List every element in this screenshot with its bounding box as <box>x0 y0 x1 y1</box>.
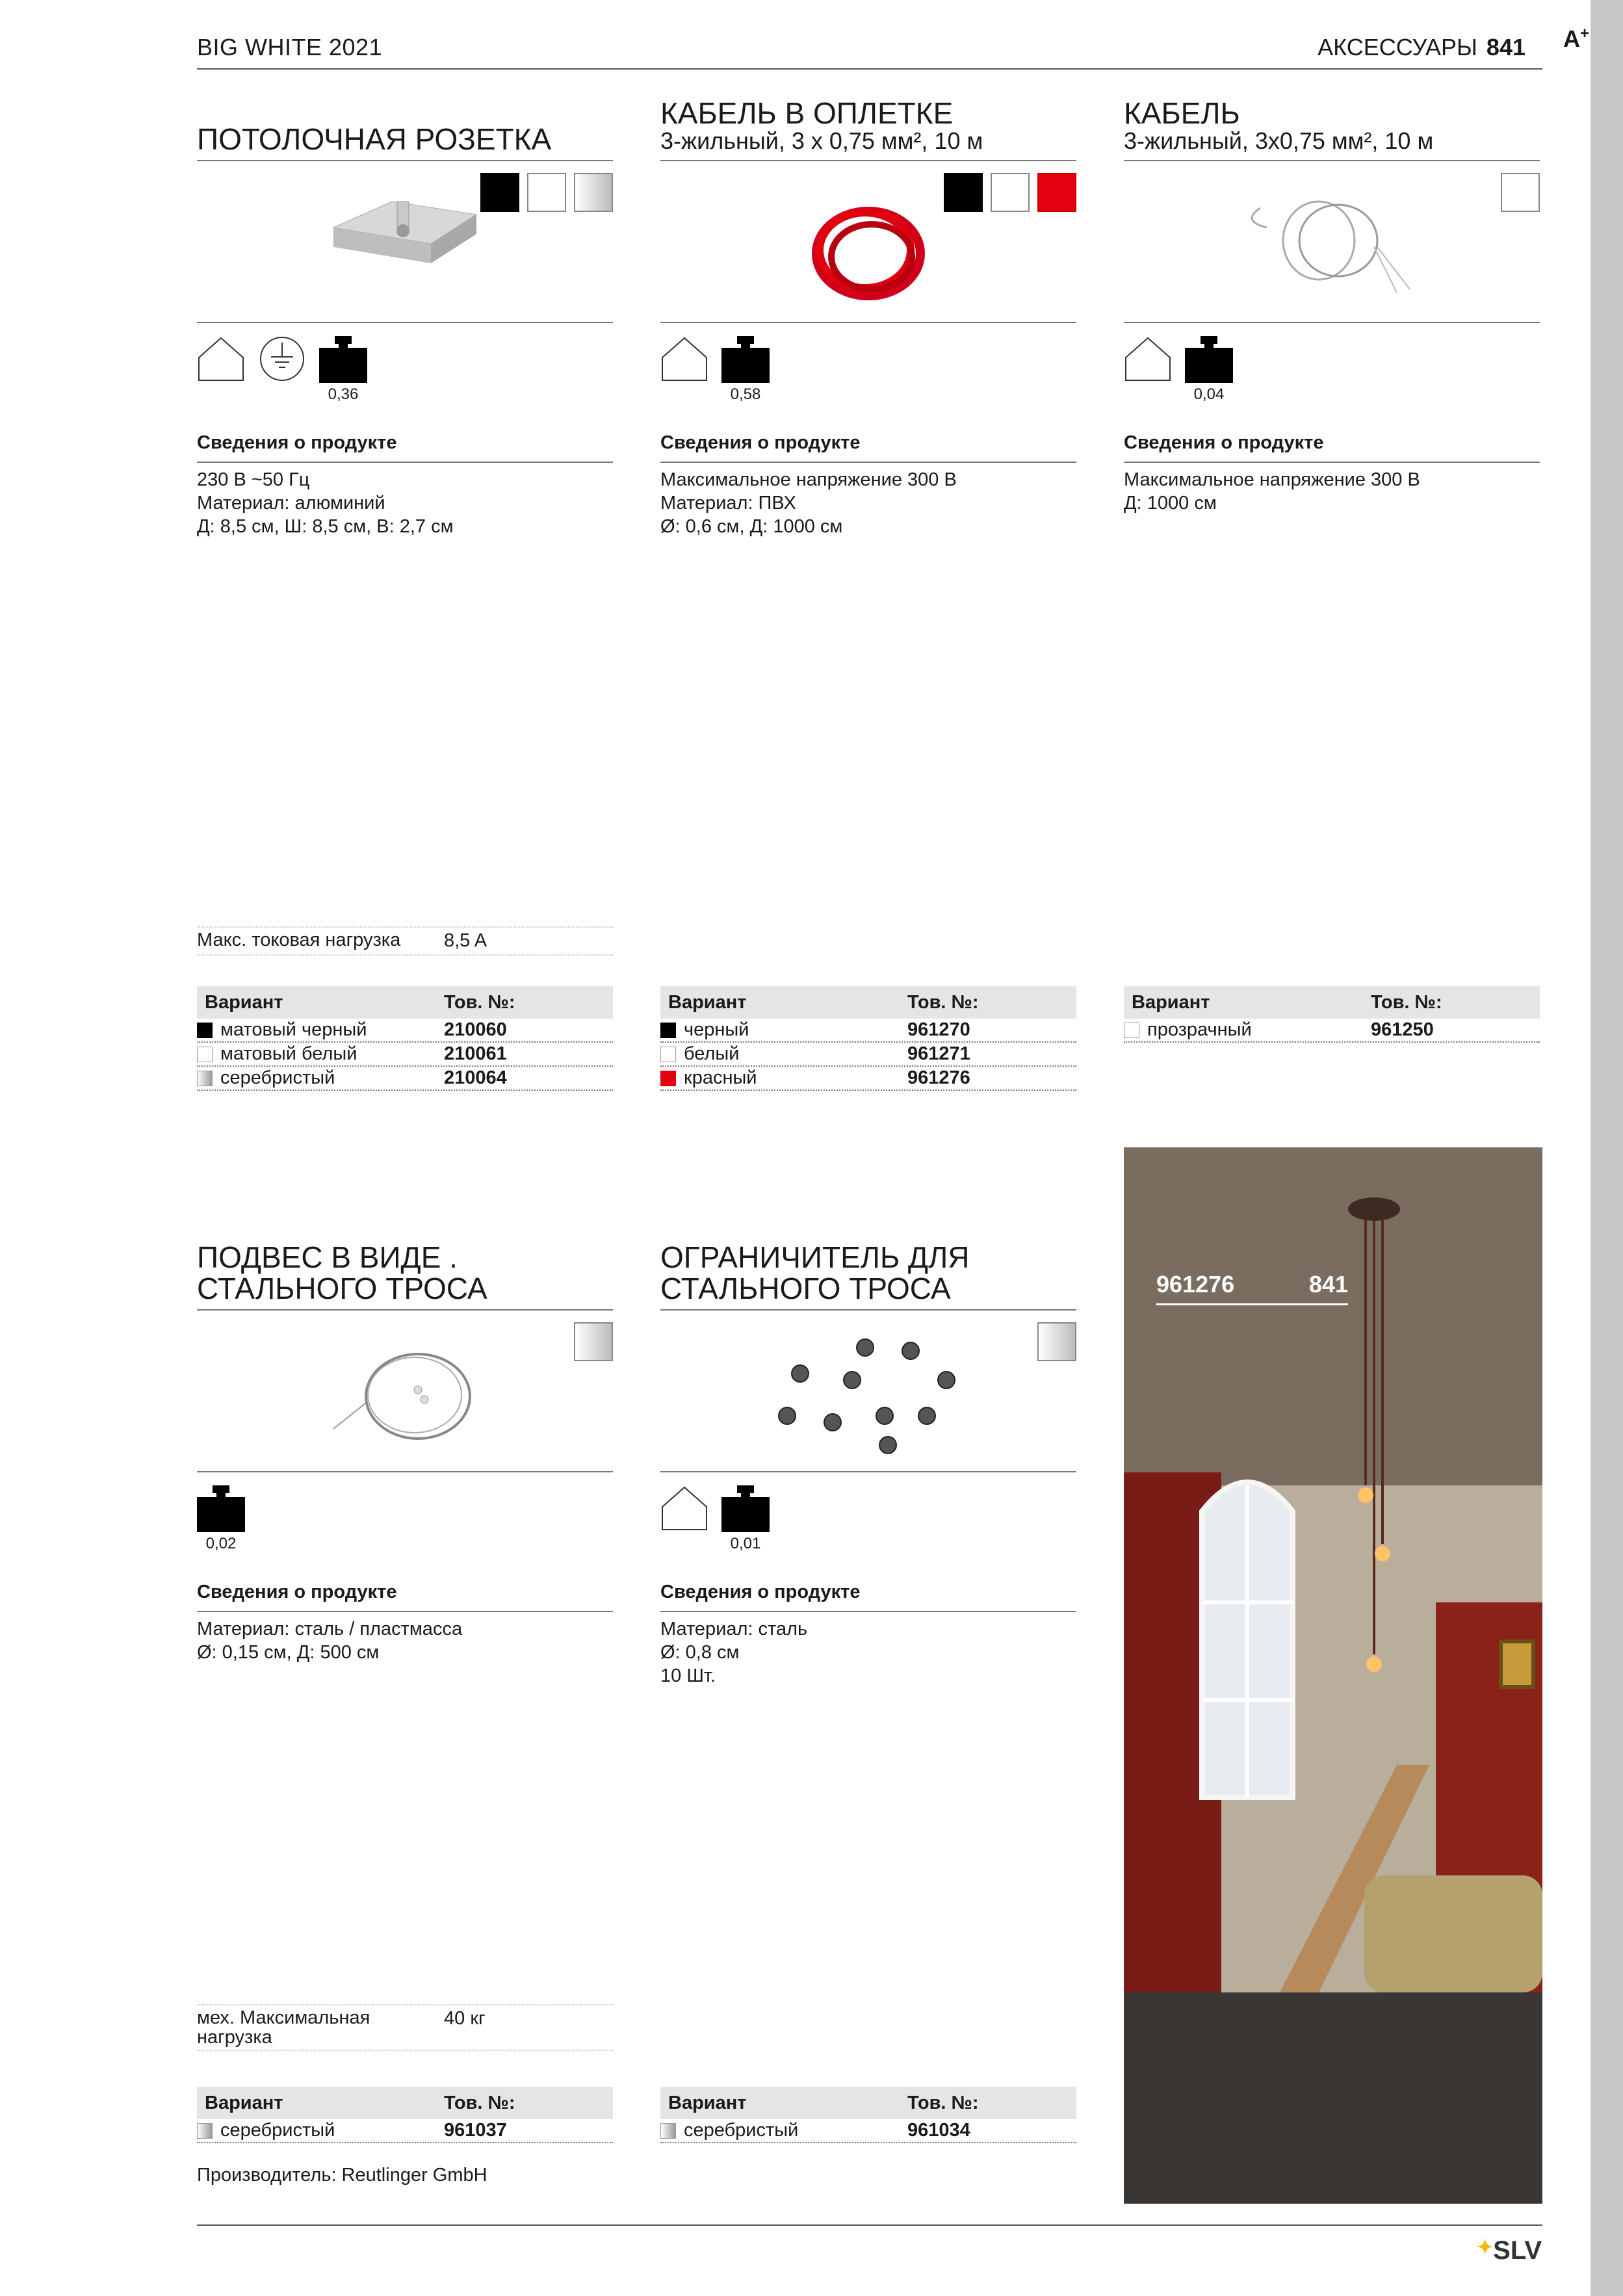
product-title: ПОТОЛОЧНАЯ РОЗЕТКА <box>197 122 552 156</box>
spec-value: 40 кг <box>444 2008 486 2029</box>
product-wire-suspension <box>197 1240 613 2141</box>
table-header: Вариант Тов. №: <box>660 986 1076 1019</box>
weight-value: 0,04 <box>1193 385 1225 403</box>
indoor-house-icon <box>1124 335 1172 383</box>
divider <box>660 1309 1076 1311</box>
table-header: Вариант Тов. №: <box>197 986 613 1019</box>
weight-value: 0,58 <box>730 385 761 403</box>
feature-icons <box>660 335 770 404</box>
energy-rating: A+ <box>1563 25 1590 52</box>
variant-table <box>660 2087 1076 2143</box>
weight-value: 0,36 <box>328 385 359 403</box>
info-heading: Сведения о продукте <box>660 1582 861 1602</box>
brand-logo: ✦SLV <box>1477 2236 1542 2265</box>
table-header: Вариант Тов. №: <box>197 2087 613 2119</box>
product-title: ПОДВЕС В ВИДЕ . СТАЛЬНОГО ТРОСА <box>197 1240 487 1305</box>
weight-icon <box>197 1484 245 1532</box>
weight-value: 0,01 <box>730 1535 761 1552</box>
product-title: ОГРАНИЧИТЕЛЬ ДЛЯ СТАЛЬНОГО ТРОСА <box>660 1240 970 1305</box>
color-dot <box>1124 1023 1139 1038</box>
table-row: серебристый 961037 <box>197 2119 613 2143</box>
divider <box>1124 462 1540 463</box>
info-heading: Сведения о продукте <box>197 1582 397 1602</box>
side-strip <box>1591 0 1623 2296</box>
divider <box>197 1309 613 1311</box>
weight-value: 0,02 <box>205 1535 237 1552</box>
product-braided-cable <box>660 96 1076 1088</box>
table-row: матовый черный 210060 <box>197 1019 613 1043</box>
info-text: 230 В ~50 Гц Материал: алюминий Д: 8,5 см, Ш: 8,5 см, В: 2,7 см <box>197 469 454 537</box>
weight-indicator <box>197 1484 245 1553</box>
catalog-title: BIG WHITE 2021 <box>197 34 383 60</box>
manufacturer-note: Производитель: Reutlinger GmbH <box>197 2165 487 2185</box>
divider <box>197 160 613 161</box>
photo-caption-sku: 961276 <box>1156 1271 1235 1298</box>
color-dot <box>660 2123 676 2139</box>
divider <box>660 160 1076 161</box>
divider <box>660 1611 1076 1612</box>
weight-icon <box>721 335 770 383</box>
divider <box>1124 160 1540 161</box>
product-image <box>660 1318 1076 1461</box>
feature-icons <box>1124 335 1233 404</box>
indoor-house-icon <box>197 335 245 383</box>
product-ceiling-rose <box>197 122 613 1088</box>
feature-icons <box>660 1484 770 1553</box>
spec-key: мех. Максимальная нагрузка <box>197 2007 370 2048</box>
weight-indicator <box>721 1484 770 1553</box>
feature-icons <box>197 335 367 404</box>
divider <box>660 322 1076 323</box>
table-row: красный 961276 <box>660 1067 1076 1091</box>
ground-protection-icon <box>258 335 306 383</box>
table-row: серебристый 210064 <box>197 1067 613 1091</box>
divider <box>197 462 613 463</box>
page-number: 841 <box>1486 34 1526 60</box>
color-dot <box>660 1023 676 1038</box>
spec-row <box>197 2004 613 2051</box>
footer-divider <box>197 2224 1542 2226</box>
info-text: Материал: сталь / пластмасса Ø: 0,15 см, Д: 500 см <box>197 1619 463 1663</box>
spec-row <box>197 926 613 956</box>
weight-indicator <box>319 335 367 404</box>
weight-indicator <box>1185 335 1233 404</box>
weight-icon <box>721 1484 770 1532</box>
color-dot <box>660 1047 676 1062</box>
product-image <box>197 169 613 312</box>
variant-table <box>660 986 1076 1091</box>
color-dot <box>197 1047 213 1062</box>
info-heading: Сведения о продукте <box>660 432 861 453</box>
feature-icons <box>197 1484 245 1553</box>
color-dot <box>197 2123 213 2139</box>
product-image <box>660 169 1076 312</box>
divider <box>660 462 1076 463</box>
table-row: черный 961270 <box>660 1019 1076 1043</box>
color-dot <box>197 1023 213 1038</box>
info-heading: Сведения о продукте <box>1124 432 1324 453</box>
weight-icon <box>319 335 367 383</box>
product-title: КАБЕЛЬ <box>1124 96 1240 130</box>
spec-key: Макс. токовая нагрузка <box>197 930 401 950</box>
indoor-house-icon <box>660 1484 708 1532</box>
divider <box>197 1611 613 1612</box>
info-heading: Сведения о продукте <box>197 432 397 453</box>
section-title: АКСЕССУАРЫ <box>1318 34 1477 60</box>
color-dot <box>197 1071 213 1086</box>
product-cable <box>1124 96 1540 1040</box>
product-title: КАБЕЛЬ В ОПЛЕТКЕ <box>660 96 954 130</box>
variant-table <box>197 2087 613 2143</box>
info-text: Максимальное напряжение 300 В Материал: ПВХ Ø: 0,6 см, Д: 1000 см <box>660 469 957 537</box>
divider <box>660 1471 1076 1472</box>
variant-table <box>1124 986 1540 1043</box>
header-divider <box>197 68 1542 70</box>
interior-scene <box>1124 1147 1542 2204</box>
product-subtitle: 3-жильный, 3 x 0,75 мм², 10 м <box>660 127 983 154</box>
table-row: белый 961271 <box>660 1043 1076 1067</box>
table-header: Вариант Тов. №: <box>1124 986 1540 1019</box>
indoor-house-icon <box>660 335 708 383</box>
product-image <box>197 1318 613 1461</box>
color-dot <box>660 1071 676 1086</box>
photo-caption <box>1156 1271 1348 1305</box>
weight-icon <box>1185 335 1233 383</box>
table-row: прозрачный 961250 <box>1124 1019 1540 1043</box>
info-text: Материал: сталь Ø: 0,8 см 10 Шт. <box>660 1619 808 1686</box>
weight-indicator <box>721 335 770 404</box>
table-row: серебристый 961034 <box>660 2119 1076 2143</box>
info-text: Максимальное напряжение 300 В Д: 1000 см <box>1124 469 1420 514</box>
divider <box>1124 322 1540 323</box>
product-subtitle: 3-жильный, 3x0,75 мм², 10 м <box>1124 127 1434 154</box>
spec-value: 8,5 A <box>444 930 487 951</box>
divider <box>197 1471 613 1472</box>
spark-icon: ✦ <box>1477 2237 1494 2258</box>
product-wire-stopper <box>660 1240 1076 2141</box>
table-row: матовый белый 210061 <box>197 1043 613 1067</box>
section-header <box>1318 34 1526 61</box>
interior-photo <box>1124 1147 1542 2204</box>
product-image <box>1124 169 1540 312</box>
divider <box>197 322 613 323</box>
table-header: Вариант Тов. №: <box>660 2087 1076 2119</box>
photo-caption-page: 841 <box>1308 1271 1348 1298</box>
variant-table <box>197 986 613 1091</box>
